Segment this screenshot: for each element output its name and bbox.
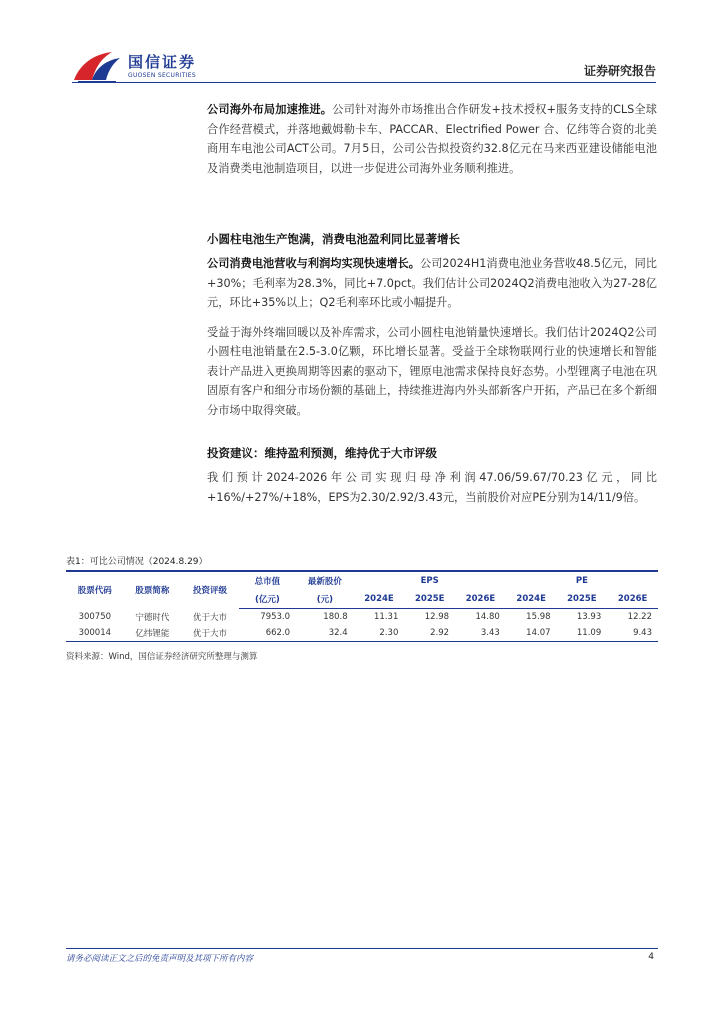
cell-pe-2024: 15.98 bbox=[526, 611, 551, 622]
cell-eps-2026: 14.80 bbox=[475, 611, 500, 622]
table-source-note: 资料来源：Wind，国信证券经济研究所整理与测算 bbox=[66, 651, 258, 662]
header-pe-2026: 2026E bbox=[607, 590, 658, 609]
cell-rating: 优于大市 bbox=[193, 612, 228, 623]
consumer-paragraph-2: 受益于海外终端回暖以及补库需求，公司小圆柱电池销量快速增长。我们估计2024Q2公司小圆柱电池销量在2.5-3.0亿颗，环比增长显著。受益于全球物联网行业的快速增长和智能表计产品进入更换周期等因素的驱动下，锂原电池需求保持良好态势。小型锂离子电池在巩固原有客户和细分市场份额的基础上，持续推进海内外头部新客户开拓，产品已在多个新细分市场中取得突破。 bbox=[207, 325, 657, 417]
cell-pe-2025: 11.09 bbox=[557, 625, 608, 642]
cell-mktcap: 7953.0 bbox=[260, 611, 291, 622]
header-eps-2026: 2026E bbox=[455, 590, 506, 609]
page-header bbox=[0, 0, 724, 84]
cell-name: 宁德时代 bbox=[135, 612, 170, 623]
paragraph-lead: 公司消费电池营收与利润均实现快速增长。 bbox=[207, 257, 420, 270]
table-row bbox=[66, 609, 658, 625]
cell-pe-2025: 13.93 bbox=[576, 611, 602, 622]
cell-eps-2024: 11.31 bbox=[374, 611, 399, 622]
cell-eps-2026: 3.43 bbox=[455, 625, 506, 642]
cell-pe-2026: 12.22 bbox=[627, 611, 652, 622]
paragraph-lead: 公司海外布局加速推进。 bbox=[207, 103, 333, 116]
cell-price: 180.8 bbox=[323, 611, 348, 622]
footer-divider bbox=[66, 948, 658, 949]
cell-name: 亿纬锂能 bbox=[124, 625, 182, 642]
header-pe: PE bbox=[506, 571, 658, 590]
header-pe-2025: 2025E bbox=[557, 590, 608, 609]
header-rating: 投资评级 bbox=[181, 571, 239, 609]
header-mktcap-unit: (亿元) bbox=[239, 590, 296, 609]
cell-eps-2025: 12.98 bbox=[424, 611, 450, 622]
table-row bbox=[66, 625, 658, 642]
cell-price: 32.4 bbox=[296, 625, 354, 642]
header-name: 股票简称 bbox=[124, 571, 182, 609]
overseas-paragraph bbox=[207, 100, 657, 178]
consumer-paragraph-1 bbox=[207, 254, 657, 313]
data-table bbox=[66, 570, 658, 642]
comparable-companies-table bbox=[66, 554, 658, 662]
report-body bbox=[207, 100, 657, 517]
header-eps-2024: 2024E bbox=[354, 590, 405, 609]
cell-eps-2024: 2.30 bbox=[354, 625, 405, 642]
page-number: 4 bbox=[648, 952, 654, 962]
header-code: 股票代码 bbox=[66, 571, 124, 609]
footer-disclaimer: 请务必阅读正文之后的免责声明及其项下所有内容 bbox=[66, 954, 254, 964]
header-pe-2024: 2024E bbox=[506, 590, 557, 609]
logo-chinese-name: 国信证券 bbox=[128, 53, 197, 71]
section-title-investment: 投资建议：维持盈利预测，维持优于大市评级 bbox=[207, 446, 437, 460]
cell-mktcap: 662.0 bbox=[239, 625, 296, 642]
table-caption: 表1：可比公司情况（2024.8.29） bbox=[66, 557, 208, 567]
guosen-logo-icon bbox=[72, 50, 122, 84]
paragraph-text: 公司针对海外市场推出合作研发+技术授权+服务支持的CLS全球合作经营模式，并落地戴姆勒卡车、PACCAR、Electrified Power 合、亿纬等合资的北美商用车电池公司ACT公司。7月5日，公司公告拟投资约32.8亿元在马来西亚建设储能电池及消费类电池制造项目，以进一步促进公司海外业务顺利推进。 bbox=[207, 103, 657, 175]
header-price: 最新股价 bbox=[296, 571, 354, 590]
section-title-consumer: 小圆柱电池生产饱满，消费电池盈利同比显著增长 bbox=[207, 232, 460, 246]
cell-code: 300014 bbox=[66, 625, 124, 642]
paragraph-text: 公司2024H1消费电池业务营收48.5亿元，同比+30%；毛利率为28.3%，同比+7.0pct。我们估计公司2024Q2消费电池收入为27-28亿元，环比+35%以上；Q2毛利率环比或小幅提升。 bbox=[207, 257, 657, 309]
cell-rating: 优于大市 bbox=[181, 625, 239, 642]
cell-pe-2026: 9.43 bbox=[607, 625, 658, 642]
cell-code: 300750 bbox=[78, 611, 112, 622]
company-logo bbox=[72, 50, 196, 84]
report-type-label: 证券研究报告 bbox=[583, 64, 656, 78]
header-eps-2025: 2025E bbox=[404, 590, 455, 609]
header-eps: EPS bbox=[354, 571, 506, 590]
cell-pe-2024: 14.07 bbox=[506, 625, 557, 642]
cell-eps-2025: 2.92 bbox=[404, 625, 455, 642]
header-price-unit: (元) bbox=[296, 590, 354, 609]
investment-paragraph: 我们预计2024-2026年公司实现归母净利润47.06/59.67/70.23亿元，同比+16%/+27%/+18%，EPS为2.30/2.92/3.43元，当前股价对应PE分别为14/11/9倍。 bbox=[207, 471, 657, 504]
header-divider bbox=[72, 82, 656, 83]
logo-english-name: GUOSEN SECURITIES bbox=[128, 72, 197, 79]
header-mktcap: 总市值 bbox=[239, 571, 296, 590]
